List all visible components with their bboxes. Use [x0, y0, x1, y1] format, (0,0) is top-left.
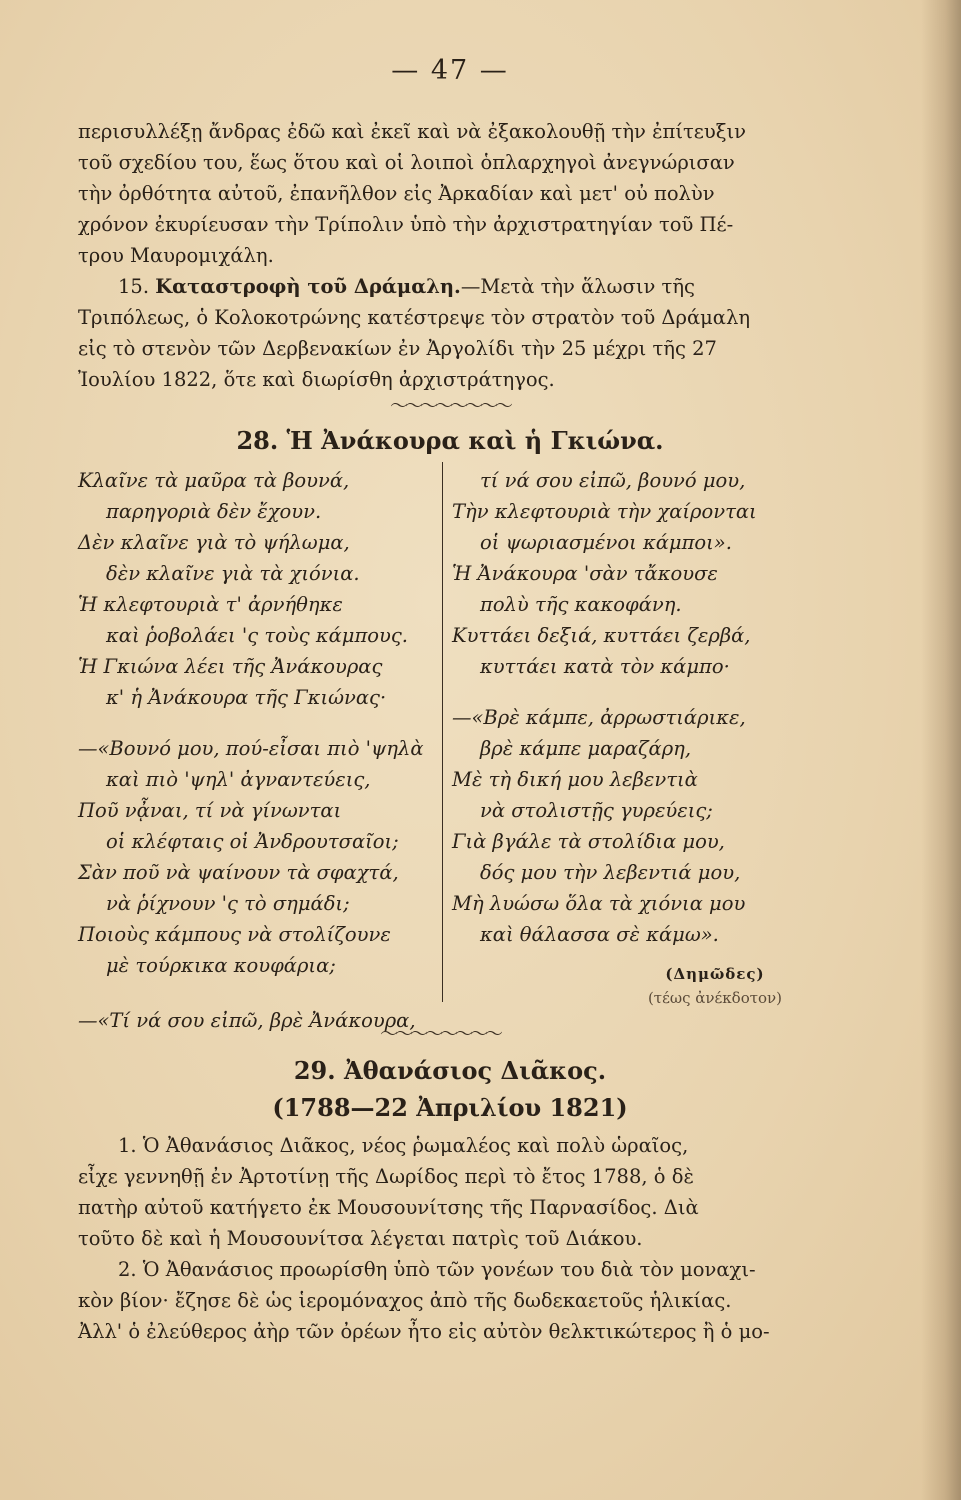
s29-p1-line-1: 1. Ὁ Ἀθανάσιος Διᾶκος, νέος ῥωμαλέος καὶ πολὺ ὡραῖος, [118, 1134, 689, 1157]
poem-left-line-10: καὶ πιὸ 'ψηλ' ἀγναντεύεις, [106, 768, 371, 791]
poem-left-line-7: Ἡ Γκιώνα λέει τῆς Ἀνάκουρας [78, 655, 383, 678]
poem-left-line-4: δὲν κλαῖνε γιὰ τὰ χιόνια. [106, 562, 360, 585]
s29-p2-line-3: Ἀλλ' ὁ ἐλεύθερος ἀὴρ τῶν ὀρέων ἦτο εἰς αὐτὸν θελκτικώτερος ἢ ὁ μο- [78, 1320, 770, 1343]
page-number: — 47 — [391, 55, 509, 86]
poem-right-line-10: Μὲ τὴ δική μου λεβεντιὰ [452, 768, 698, 791]
section-15-line-3: εἰς τὸ στενὸν τῶν Δερβενακίων ἐν Ἀργολίδι τὴν 25 μέχρι τῆς 27 [78, 337, 717, 360]
poem-column-divider [442, 462, 443, 1002]
section-15 [78, 271, 812, 395]
poem-left-line-16: μὲ τούρκικα κουφάρια; [106, 954, 336, 977]
poem-left-line-1: Κλαῖνε τὰ μαῦρα τὰ βουνά, [78, 469, 350, 492]
poem-right-line-13: δός μου τὴν λεβεντιά μου, [480, 861, 741, 884]
poem-right-line-7: κυττάει κατὰ τὸν κάμπο· [480, 655, 730, 678]
s29-p1-line-2: εἶχε γεννηθῇ ἐν Ἀρτοτίνῃ τῆς Δωρίδος περὶ τὸ ἔτος 1788, ὁ δὲ [78, 1165, 694, 1188]
intro-paragraph [78, 116, 812, 271]
section-15-line-4: Ἰουλίου 1822, ὅτε καὶ διωρίσθη ἀρχιστράτηγος. [78, 368, 555, 391]
section-29-paragraph-2 [78, 1254, 812, 1347]
section-29-title: 29. Ἀθανάσιος Διᾶκος. [293, 1056, 607, 1085]
poem-right-column [452, 465, 757, 950]
poem-left-line-15: Ποιοὺς κάμπους νὰ στολίζουνε [78, 923, 391, 946]
poem-right-line-4: Ἡ Ἀνάκουρα 'σὰν τἄκουσε [452, 562, 718, 585]
poem-left-line-8: κ' ἡ Ἀνάκουρα τῆς Γκιώνας· [106, 686, 387, 709]
poem-right-line-3: οἱ ψωριασμένοι κάμποι». [480, 531, 732, 554]
poem-right-line-9: βρὲ κάμπε μαραζάρη, [480, 737, 692, 760]
intro-line-1: περισυλλέξῃ ἄνδρας ἐδῶ καὶ ἐκεῖ καὶ νὰ ἐξακολουθῇ τὴν ἐπίτευξιν [78, 120, 746, 143]
poem-left-line-11: Ποῦ νᾆναι, τί νὰ γίνωνται [78, 799, 342, 822]
poem-left-line-12: οἱ κλέφταις οἱ Ἀνδρουτσαῖοι; [106, 830, 399, 853]
poem-left-line-9: —«Βουνό μου, πού-εἶσαι πιὸ 'ψηλὰ [78, 737, 424, 760]
s29-p2-line-2: κὸν βίον· ἔζησε δὲ ὡς ἱερομόναχος ἀπὸ τῆς δωδεκαετοῦς ἡλικίας. [78, 1289, 732, 1312]
attribution-unpublished: (τέως ἀνέκδοτον) [647, 989, 783, 1007]
poem-left-line-17: —«Τί νά σου εἰπῶ, βρὲ Ἀνάκουρα, [78, 1009, 416, 1032]
poem-left-line-14: νὰ ῥίχνουν 'ς τὸ σημάδι; [106, 892, 350, 915]
s29-p1-line-4: τοῦτο δὲ καὶ ἡ Μουσουνίτσα λέγεται πατρὶς τοῦ Διάκου. [78, 1227, 643, 1250]
intro-line-2: τοῦ σχεδίου του, ἕως ὅτου καὶ οἱ λοιποὶ ὁπλαρχηγοὶ ἀνεγνώρισαν [78, 151, 735, 174]
section-29-subtitle: (1788—22 Ἀπριλίου 1821) [272, 1093, 628, 1122]
intro-line-5: τρου Μαυρομιχάλη. [78, 244, 274, 267]
ornament-divider-1: 〜〜〜〜〜〜〜〜 [390, 396, 510, 417]
poem-left-line-5: Ἡ κλεφτουριὰ τ' ἀρνήθηκε [78, 593, 343, 616]
s29-p1-line-3: πατὴρ αὐτοῦ κατήγετο ἐκ Μουσουνίτσης τῆς Παρνασίδος. Διὰ [78, 1196, 699, 1219]
s29-p2-line-1: 2. Ὁ Ἀθανάσιος προωρίσθη ὑπὸ τῶν γονέων του διὰ τὸν μοναχι- [118, 1258, 756, 1281]
section-15-title: Καταστροφὴ τοῦ Δράμαλη. [155, 275, 461, 298]
poem-right-line-6: Κυττάει δεξιά, κυττάει ζερβά, [452, 624, 751, 647]
poem-left-line-13: Σὰν ποῦ νὰ ψαίνουν τὰ σφαχτά, [78, 861, 399, 884]
poem-right-line-15: καὶ θάλασσα σὲ κάμω». [480, 923, 719, 946]
section-15-line-2: Τριπόλεως, ὁ Κολοκοτρώνης κατέστρεψε τὸν στρατὸν τοῦ Δράμαλη [78, 306, 751, 329]
poem-right-line-14: Μὴ λυώσω ὅλα τὰ χιόνια μου [452, 892, 746, 915]
poem-left-line-3: Δὲν κλαῖνε γιὰ τὸ ψήλωμα, [78, 531, 350, 554]
poem-attribution [620, 962, 810, 1010]
poem-right-line-2: Τὴν κλεφτουριὰ τὴν χαίρονται [452, 500, 757, 523]
poem-28-title: 28. Ἡ Ἀνάκουρα καὶ ἡ Γκιώνα. [236, 426, 664, 455]
poem-right-line-8: —«Βρὲ κάμπε, ἀρρωστιάρικε, [452, 706, 746, 729]
section-15-line-1: —Μετὰ τὴν ἅλωσιν τῆς [460, 275, 695, 298]
poem-right-line-1: τί νά σου εἰπῶ, βουνό μου, [480, 469, 746, 492]
attribution-folk: (Δημῶδες) [665, 965, 765, 983]
poem-left-line-2: παρηγοριὰ δὲν ἔχουν. [106, 500, 322, 523]
poem-right-line-5: πολὺ τῆς κακοφάνη. [480, 593, 682, 616]
section-29-paragraph-1 [78, 1130, 812, 1254]
poem-left-column [78, 465, 424, 1036]
ornament-divider-2: 〜〜〜〜〜〜〜〜 [380, 1024, 500, 1045]
poem-right-line-11: νὰ στολιστῇς γυρεύεις; [480, 799, 713, 822]
section-15-number: 15. [118, 275, 150, 298]
intro-line-3: τὴν ὀρθότητα αὐτοῦ, ἐπανῆλθον εἰς Ἀρκαδίαν καὶ μετ' οὐ πολὺν [78, 182, 715, 205]
intro-line-4: χρόνον ἐκυρίευσαν τὴν Τρίπολιν ὑπὸ τὴν ἀρχιστρατηγίαν τοῦ Πέ- [78, 213, 734, 236]
poem-left-line-6: καὶ ῥοβολάει 'ς τοὺς κάμπους. [106, 624, 408, 647]
page-spine-shadow [921, 0, 961, 1500]
poem-right-line-12: Γιὰ βγάλε τὰ στολίδια μου, [452, 830, 725, 853]
